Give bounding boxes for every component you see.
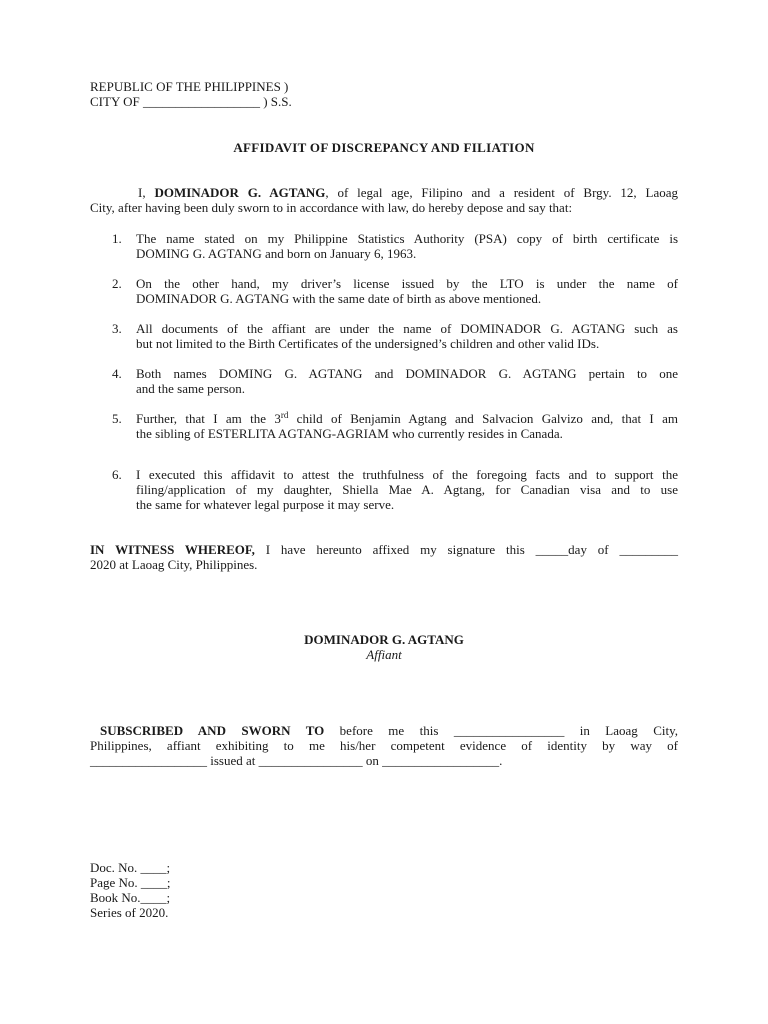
venue-header: [90, 79, 678, 109]
witness-paragraph: IN WITNESS WHEREOF, I have hereunto affixed my signature this _____day of _________ 2020 at Laoag City, Philippines.: [90, 542, 678, 572]
doc-no: Doc. No. ____;: [90, 860, 171, 875]
affiant-label: Affiant: [366, 647, 402, 662]
jurat-paragraph: SUBSCRIBED AND SWORN TO before me this _________________ in Laoag City, Philippines, affiant exhibiting to me his/her competent evidence of identity by way of __________________ issued at ________________ on __________________.: [90, 723, 678, 768]
affiant-name-inline: DOMINADOR G. AGTANG: [154, 185, 326, 200]
affiant-signature-name: DOMINADOR G. AGTANG: [304, 632, 464, 647]
venue-city: CITY OF __________________ ) S.S.: [90, 94, 292, 109]
notarial-register: [90, 860, 678, 920]
subscribed-sworn: SUBSCRIBED AND SWORN TO: [100, 723, 325, 738]
document-title: AFFIDAVIT OF DISCREPANCY AND FILIATION: [233, 140, 535, 155]
affidavit-page: REPUBLIC OF THE PHILIPPINES ) CITY OF __________________ ) S.S. AFFIDAVIT OF DISCREPANCY AND FILIATION I, DOMINADOR G. AGTANG, of legal age, Filipino and a resident of Brgy. 12, Laoag City, after having been duly sworn to in accordance with law, do hereby depose and say that: 1. The name stated on my Philippine Statistics Authority (PSA) copy of birth certificate is DOMING G. AGTANG and born on January 6, 1963. 2. On the other hand, my driver’s license issued by the LTO is under the name of DOMINADOR G. AGTANG with the same date of birth as above mentioned. 3. All documents of the affiant are under the name of DOMINADOR G. AGTANG such as but not limited to the Birth Certificates of the undersigned’s children and other valid IDs. 4. Both names DOMING G. AGTANG and DOMINADOR G. AGTANG pertain to one and the same person. 5. Further, that I am the 3rd child of Benjamin Agtang and Salvacion Galvizo and, that I am the sibling of ESTERLITA AGTANG-AGRIAM who currently resides in Canada. 6. I executed this affidavit to attest the truthfulness of the foregoing facts and to support the filing/application of my daughter, Shiella Mae A. Agtang, for Canadian visa and to use the same for whatever legal purpose it may serve. IN WITNESS WHEREOF, I have hereunto affixed my signature this _____day of _________ 2020 at Laoag City, Philippines. DOMINADOR G. AGTANG Affiant SUBSCRIBED AND SWORN TO before me this _________________ in Laoag City, Philippines, affiant exhibiting to me his/her competent evidence of identity by way of __________________ issued at ________________ on __________________. Doc. No. ____; Page No. ____; Book No.____; Series of 2020.: [90, 79, 679, 920]
series: Series of 2020.: [90, 905, 169, 920]
witness-whereof: IN WITNESS WHEREOF,: [90, 542, 255, 557]
page-no: Page No. ____;: [90, 875, 171, 890]
book-no: Book No.____;: [90, 890, 171, 905]
intro-paragraph: I, DOMINADOR G. AGTANG, of legal age, Filipino and a resident of Brgy. 12, Laoag City, after having been duly sworn to in accordance with law, do hereby depose and say that:: [90, 185, 679, 215]
venue-republic: REPUBLIC OF THE PHILIPPINES ): [90, 79, 289, 94]
signature-block: [90, 632, 678, 662]
city-blank: __________________: [142, 94, 260, 109]
